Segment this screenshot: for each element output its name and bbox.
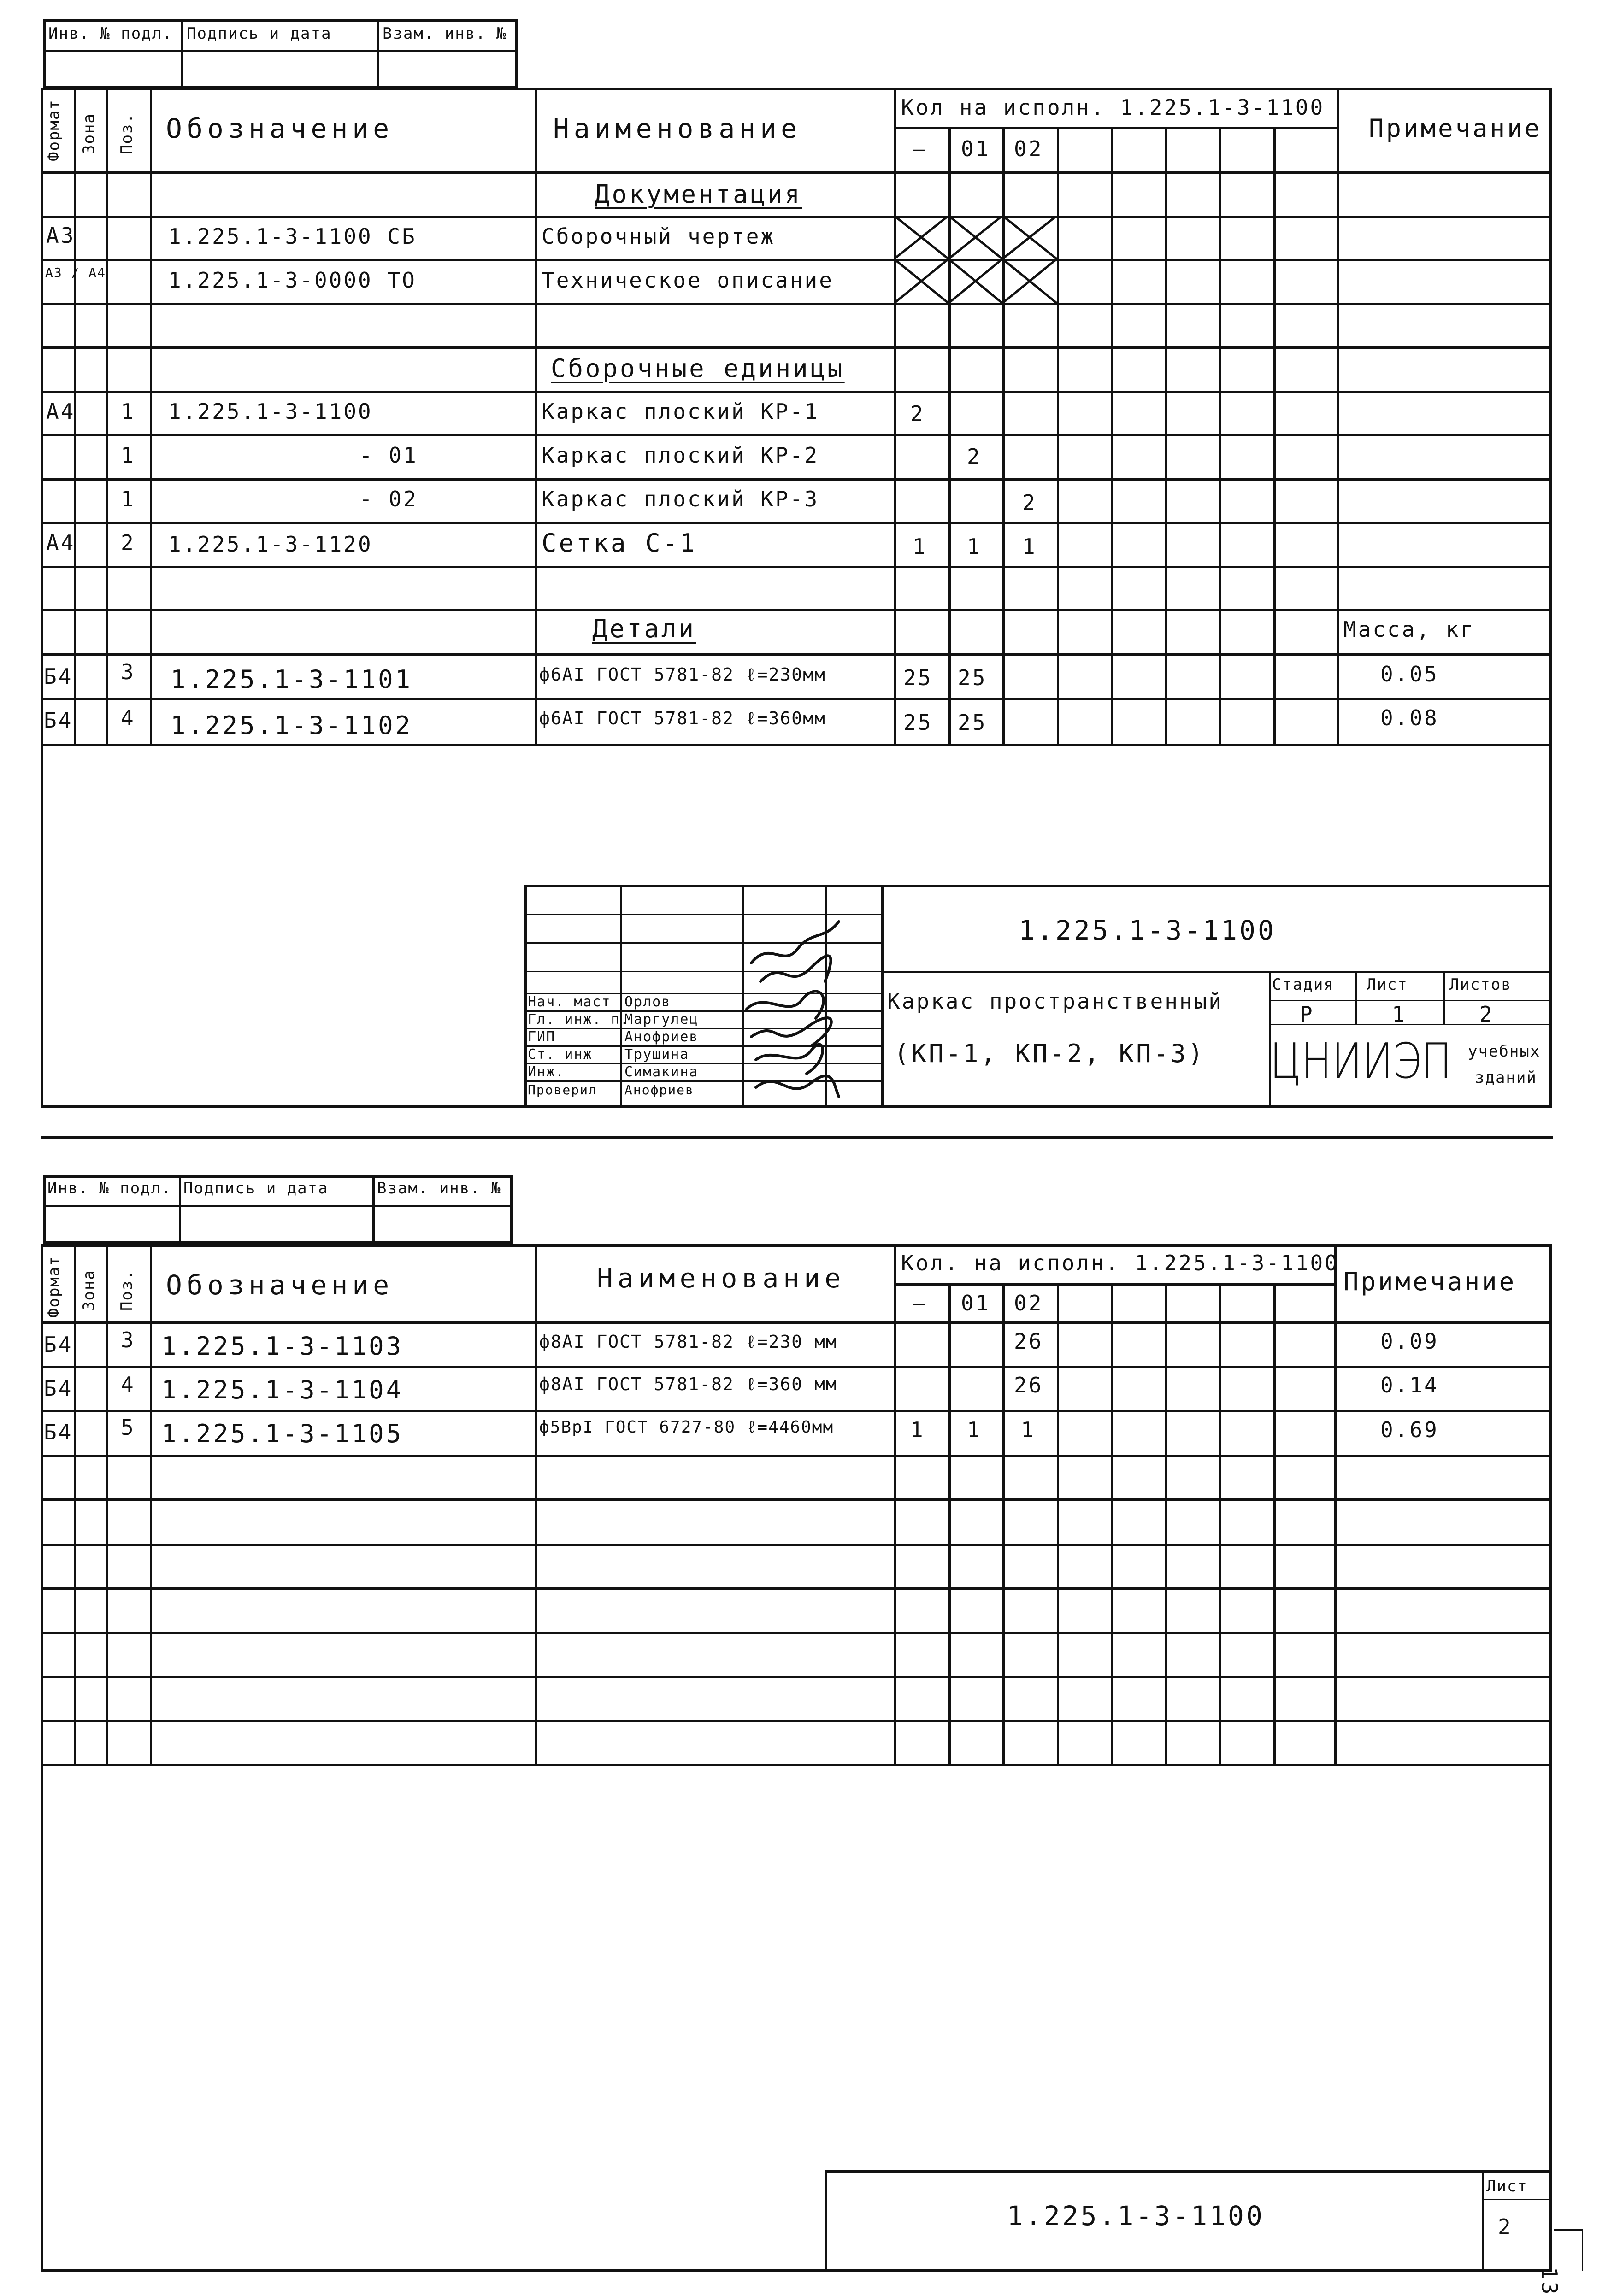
table-row-asm1-name: Каркас плоский КР-1 [542, 399, 819, 424]
table-row-s2-1-designation: 1.225.1-3-1103 [161, 1332, 404, 1361]
header2-var-dash: – [913, 1291, 927, 1315]
table-row-s2-1-pos: 3 [121, 1327, 135, 1352]
table-row-doc2-designation: 1.225.1-3-0000 ТО [168, 268, 417, 293]
header2-designation: Обозначение [166, 1269, 394, 1301]
table-row-asm4-pos: 2 [121, 530, 135, 555]
person-role-2: Гл. инж. п. [528, 1011, 630, 1028]
table-row-asm3-designation: - 02 [359, 487, 418, 511]
stamp-inv-label: Инв. № подл. [48, 24, 173, 43]
table-row-det1-q1: 25 [958, 665, 987, 690]
table-row-doc1-designation: 1.225.1-3-1100 СБ [168, 224, 417, 249]
person-role-4: Ст. инж [528, 1046, 593, 1063]
person-name-1: Орлов [624, 994, 671, 1010]
header-designation: Обозначение [166, 113, 394, 144]
table-row-asm3-name: Каркас плоский КР-3 [542, 487, 819, 511]
person-name-5: Симакина [624, 1064, 699, 1080]
sheet-label: Лист [1367, 975, 1408, 994]
table-row-det2-q0: 25 [903, 710, 933, 735]
header2-pos: Поз. [118, 1269, 136, 1311]
title-block-title-line1: Каркас пространственный [887, 989, 1223, 1014]
table-row-s2-1-note: 0.09 [1380, 1329, 1439, 1354]
table-row-asm1-designation: 1.225.1-3-1100 [168, 399, 373, 424]
header2-var-02: 02 [1014, 1291, 1043, 1315]
table-row-doc1-name: Сборочный чертеж [542, 224, 776, 249]
table-row-s2-1-q2: 26 [1014, 1329, 1043, 1354]
person-role-3: ГИП [528, 1029, 556, 1045]
title-block-code: 1.225.1-3-1100 [1019, 915, 1276, 946]
title-block-title-line2: (КП-1, КП-2, КП-3) [894, 1039, 1206, 1068]
header2-format: Формат [45, 1256, 63, 1318]
header-name: Наименование [553, 113, 802, 144]
stamp-replace-label: Взам. инв. № [383, 24, 507, 43]
table-row-asm3-pos: 1 [121, 487, 135, 511]
table-row-s2-2-designation: 1.225.1-3-1104 [161, 1375, 404, 1404]
footer-code: 1.225.1-3-1100 [1007, 2200, 1265, 2231]
table-row-asm4-q2: 1 [1022, 534, 1037, 559]
table-row-asm2-q1: 2 [967, 444, 982, 469]
header-pos: Поз. [118, 113, 136, 154]
table-row-det2-q1: 25 [958, 710, 987, 735]
table-row-det2-name: ф6АI ГОСТ 5781-82 ℓ=360мм [539, 708, 826, 728]
table-row-asm1-q0: 2 [910, 401, 925, 426]
table-row-s2-3-format: Б4 [44, 1420, 73, 1445]
table-row-s2-3-q1: 1 [967, 1417, 982, 1442]
table-row-det1-designation: 1.225.1-3-1101 [171, 665, 413, 694]
person-name-4: Трушина [624, 1046, 689, 1063]
stage-value: Р [1300, 1002, 1314, 1027]
table-row-s2-2-note: 0.14 [1380, 1373, 1439, 1398]
header-zone: Зона [80, 113, 98, 154]
person-name-6: Анофриев [624, 1082, 694, 1098]
header-var-02: 02 [1014, 136, 1043, 161]
stamp2-sign-label: Подпись и дата [183, 1179, 329, 1198]
table-row-det1-pos: 3 [121, 659, 135, 684]
header2-name: Наименование [597, 1263, 846, 1294]
org-sub2: зданий [1475, 1069, 1537, 1087]
stamp-sign-label: Подпись и дата [187, 24, 332, 43]
sheet-value: 1 [1392, 1002, 1407, 1027]
crossed-cells [894, 216, 1058, 303]
header-var-dash: – [913, 136, 927, 161]
table-row-det2-pos: 4 [121, 705, 135, 730]
table-row-asm4-q0: 1 [913, 534, 927, 559]
section-assembly: Сборочные единицы [551, 354, 845, 383]
person-name-3: Анофриев [624, 1029, 699, 1045]
table-row-det2-format: Б4 [44, 708, 73, 733]
table-row-s2-2-name: ф8АI ГОСТ 5781-82 ℓ=360 мм [539, 1374, 837, 1394]
stamp2-replace-label: Взам. инв. № [377, 1179, 501, 1198]
org-name: ЦНИИЭП [1270, 1032, 1452, 1089]
table-row-asm3-q2: 2 [1022, 490, 1037, 515]
sheets-label: Листов [1449, 975, 1512, 994]
table-row-s2-3-pos: 5 [121, 1415, 135, 1440]
header-note: Примечание [1369, 114, 1542, 143]
table-row-det1-q0: 25 [903, 665, 933, 690]
section-details: Детали [592, 614, 696, 643]
section-documentation: Документация [595, 180, 802, 209]
table-row-det1-name: ф6АI ГОСТ 5781-82 ℓ=230мм [539, 664, 826, 685]
table-row-asm1-format: А4 [46, 399, 76, 424]
table-row-s2-1-name: ф8АI ГОСТ 5781-82 ℓ=230 мм [539, 1332, 837, 1352]
person-role-5: Инж. [528, 1064, 565, 1080]
signatures-image [733, 912, 853, 1110]
footer-sheet-value: 2 [1498, 2214, 1513, 2239]
sheet-separator [41, 1136, 1553, 1139]
table-row-doc2-name: Техническое описание [542, 268, 834, 293]
stage-label: Стадия [1272, 975, 1334, 994]
header2-note: Примечание [1343, 1267, 1517, 1296]
table-row-doc2-format: А3 / А4 [45, 265, 106, 280]
table-row-asm4-designation: 1.225.1-3-1120 [168, 532, 373, 557]
table-row-asm4-q1: 1 [967, 534, 982, 559]
table-row-s2-2-q2: 26 [1014, 1373, 1043, 1398]
page-number: 13 [1537, 2267, 1562, 2296]
table-row-s2-3-designation: 1.225.1-3-1105 [161, 1419, 404, 1448]
table-row-asm4-name: Сетка С-1 [542, 528, 697, 558]
table-row-s2-3-name: ф5ВрI ГОСТ 6727-80 ℓ=4460мм [539, 1418, 834, 1437]
header-qty: Кол на исполн. 1.225.1-3-1100 [901, 95, 1325, 120]
person-name-2: Маргулец [624, 1011, 699, 1028]
person-role-6: Проверил [528, 1082, 597, 1098]
mass-label: Масса, кг [1343, 617, 1475, 642]
table-row-s2-3-q2: 1 [1021, 1417, 1036, 1442]
table-row-det1-note: 0.05 [1380, 662, 1439, 687]
table-row-asm2-name: Каркас плоский КР-2 [542, 443, 819, 468]
table-row-s2-1-format: Б4 [44, 1332, 73, 1357]
table-row-s2-3-q0: 1 [910, 1417, 925, 1442]
table-row-asm2-pos: 1 [121, 443, 135, 468]
header2-qty: Кол. на исполн. 1.225.1-3-1100 [901, 1251, 1339, 1275]
table-row-s2-3-note: 0.69 [1380, 1417, 1439, 1442]
table-row-doc1-format: А3 [46, 223, 76, 248]
table-row-asm1-pos: 1 [121, 399, 135, 424]
table-row-det2-designation: 1.225.1-3-1102 [171, 711, 413, 740]
footer-sheet-label: Лист [1486, 2177, 1528, 2196]
sheets-value: 2 [1479, 1002, 1494, 1027]
header2-var-01: 01 [961, 1291, 990, 1315]
table-row-asm2-designation: - 01 [359, 443, 418, 468]
table-row-asm4-format: А4 [46, 530, 76, 555]
stamp2-inv-label: Инв. № подл. [47, 1179, 172, 1198]
person-role-1: Нач. маст [528, 994, 611, 1010]
table-row-s2-2-pos: 4 [121, 1372, 135, 1397]
org-sub1: учебных [1468, 1042, 1541, 1061]
table-row-s2-2-format: Б4 [44, 1376, 73, 1401]
header-format: Формат [45, 99, 63, 161]
table-row-det1-format: Б4 [44, 664, 73, 689]
header-var-01: 01 [961, 136, 990, 161]
table-row-det2-note: 0.08 [1380, 705, 1439, 730]
header2-zone: Зона [80, 1269, 98, 1311]
